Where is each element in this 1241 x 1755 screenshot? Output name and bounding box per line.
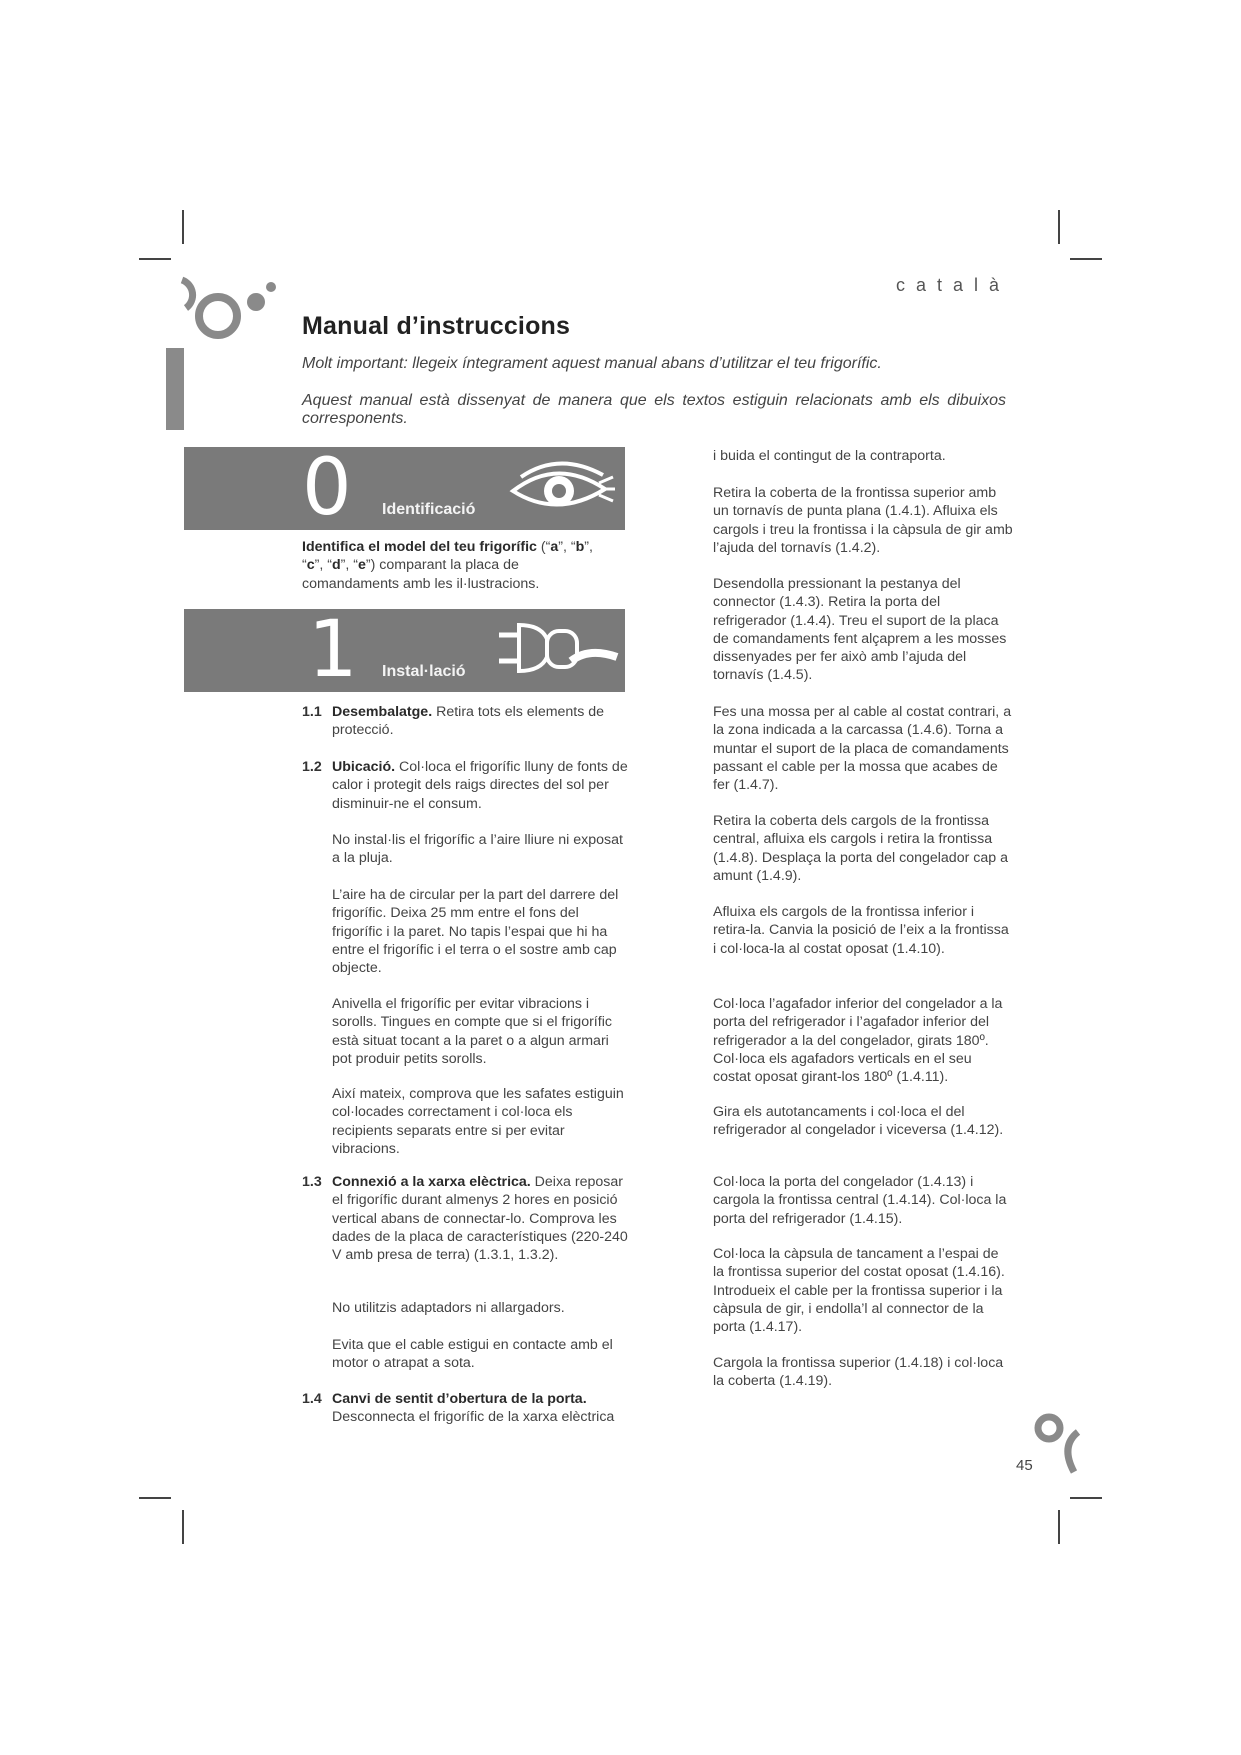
item-1-3-paragraph-3: Evita que el cable estigui en contacte amb el motor o atrapat a sota.: [332, 1337, 613, 1372]
right-paragraph-4: Fes una mossa per al cable al costat contrari, a la zona indicada a la carcassa (1.4.6). Torna a muntar el suport de la placa de comandaments passant el cable per la mossa que acabes de fer (1.4.7).: [713, 704, 1012, 794]
item-1-2-paragraph-3: L’aire ha de circular per la part del darrere del frigorífic. Deixa 25 mm entre el fons del frigorífic i la paret. No tapis l’espai que hi ha entre el frigorífic i el terra o el sostre amb cap objecte.: [332, 887, 619, 977]
item-1-4-text: Canvi de sentit d’obertura de la porta. Desconnecta el frigorífic de la xarxa elèctrica: [332, 1391, 615, 1426]
item-1-1-text: Desembalatge. Retira tots els elements de protecció.: [332, 704, 605, 739]
right-paragraph-2: Retira la coberta de la frontissa superior amb un tornavís de punta plana (1.4.1). Afluixa els cargols i treu la frontissa i la càpsula de gir amb l’ajuda del tornavís (1.4.2).: [713, 485, 1013, 556]
right-paragraph-8: Gira els autotancaments i col·loca el del refrigerador al congelador i viceversa (1.4.12).: [713, 1104, 1004, 1139]
eye-icon: [507, 455, 619, 521]
right-paragraph-10: Col·loca la càpsula de tancament a l’espai de la frontissa superior del costat oposat (1.4.16). Introdueix el cable per la frontissa superior i la càpsula de gir, i endolla’l al connector de la porta (1.4.17).: [713, 1246, 1005, 1336]
right-paragraph-11: Cargola la frontissa superior (1.4.18) i col·loca la coberta (1.4.19).: [713, 1355, 1004, 1390]
crop-mark-top-right-h: [1070, 258, 1102, 260]
crop-mark-top-left-v: [182, 210, 184, 244]
item-1-4-number: 1.4: [302, 1391, 322, 1407]
section-1-header: [184, 609, 625, 692]
right-paragraph-6: Afluixa els cargols de la frontissa inferior i retira-la. Canvia la posició de l’eix a la frontissa i col·loca-la al costat oposat (1.4.10).: [713, 904, 1009, 957]
right-paragraph-7: Col·loca l’agafador inferior del congelador a la porta del refrigerador i l’agafador inferior del refrigerador a la del congelador, girats 180º. Col·loca els agafadors verticals en el seu costat oposat girant-los 180º (1.4.11).: [713, 996, 1003, 1086]
right-paragraph-1: i buida el contingut de la contraporta.: [713, 448, 946, 464]
item-1-2-text: Ubicació. Col·loca el frigorífic lluny de fonts de calor i protegit dels raigs directes del sol per disminuir-ne el consum.: [332, 759, 628, 812]
item-1-3-number: 1.3: [302, 1174, 322, 1190]
section-0-header: [184, 447, 625, 530]
right-paragraph-9: Col·loca la porta del congelador (1.4.13) i cargola la frontissa central (1.4.14). Col·loca la porta del refrigerador (1.4.15).: [713, 1174, 1007, 1227]
crop-mark-bottom-left-h: [139, 1497, 171, 1499]
intro-description: Aquest manual està dissenyat de manera que els textos estiguin relacionats amb els dibuixos corresponents.: [302, 392, 1006, 427]
crop-mark-top-right-v: [1058, 210, 1060, 244]
intro-important: Molt important: llegeix íntegrament aquest manual abans d’utilitzar el teu frigorífic.: [302, 355, 882, 372]
crop-mark-bottom-right-v: [1058, 1510, 1060, 1544]
footer-circles-logo: [1034, 1410, 1084, 1476]
plug-icon: [489, 617, 619, 687]
item-1-3-paragraph-2: No utilitzis adaptadors ni allargadors.: [332, 1300, 565, 1316]
language-label: català: [895, 275, 1010, 295]
item-1-3-text: Connexió a la xarxa elèctrica. Deixa reposar el frigorífic durant almenys 2 hores en posició vertical abans de connectar-lo. Comprova les dades de la placa de característiques (220-240 V amb presa de terra) (1.3.1, 1.3.2).: [332, 1174, 628, 1264]
brand-circles-logo: [176, 270, 278, 350]
right-paragraph-5: Retira la coberta dels cargols de la frontissa central, afluixa els cargols i retira la frontissa (1.4.8). Desplaça la porta del congelador cap a amunt (1.4.9).: [713, 813, 1008, 884]
crop-mark-top-left-h: [139, 258, 171, 260]
section-0-number: 0: [302, 447, 352, 530]
section-0-text: Identifica el model del teu frigorífic (“a”, “b”, “c”, “d”, “e”) comparant la placa de comandaments amb les il·lustracions.: [302, 539, 593, 592]
item-1-2-number: 1.2: [302, 759, 322, 775]
crop-mark-bottom-left-v: [182, 1510, 184, 1544]
item-1-2-paragraph-5: Així mateix, comprova que les safates estiguin col·locades correctament i col·loca els recipients separats entre si per evitar vibracions.: [332, 1086, 624, 1157]
page-number: 45: [1016, 1457, 1033, 1474]
item-1-2-paragraph-2: No instal·lis el frigorífic a l’aire lliure ni exposat a la pluja.: [332, 832, 623, 867]
decorative-gray-bar: [166, 348, 184, 430]
item-1-1-number: 1.1: [302, 704, 322, 720]
section-1-number: 1: [308, 609, 358, 692]
crop-mark-bottom-right-h: [1070, 1497, 1102, 1499]
page-title: Manual d’instruccions: [302, 312, 571, 340]
section-1-title: Instal·lació: [382, 663, 466, 680]
right-paragraph-3: Desendolla pressionant la pestanya del connector (1.4.3). Retira la porta del refrigerador (1.4.4). Treu el suport de la placa de comandaments fent alçaprem a les mosses dissenyades per fer això amb l’ajuda del tornavís (1.4.5).: [713, 576, 1007, 684]
section-0-title: Identificació: [382, 501, 476, 518]
item-1-2-paragraph-4: Anivella el frigorífic per evitar vibracions i sorolls. Tingues en compte que si el frigorífic està situat tocant a la paret o a algun armari pot produir petits sorolls.: [332, 996, 612, 1067]
